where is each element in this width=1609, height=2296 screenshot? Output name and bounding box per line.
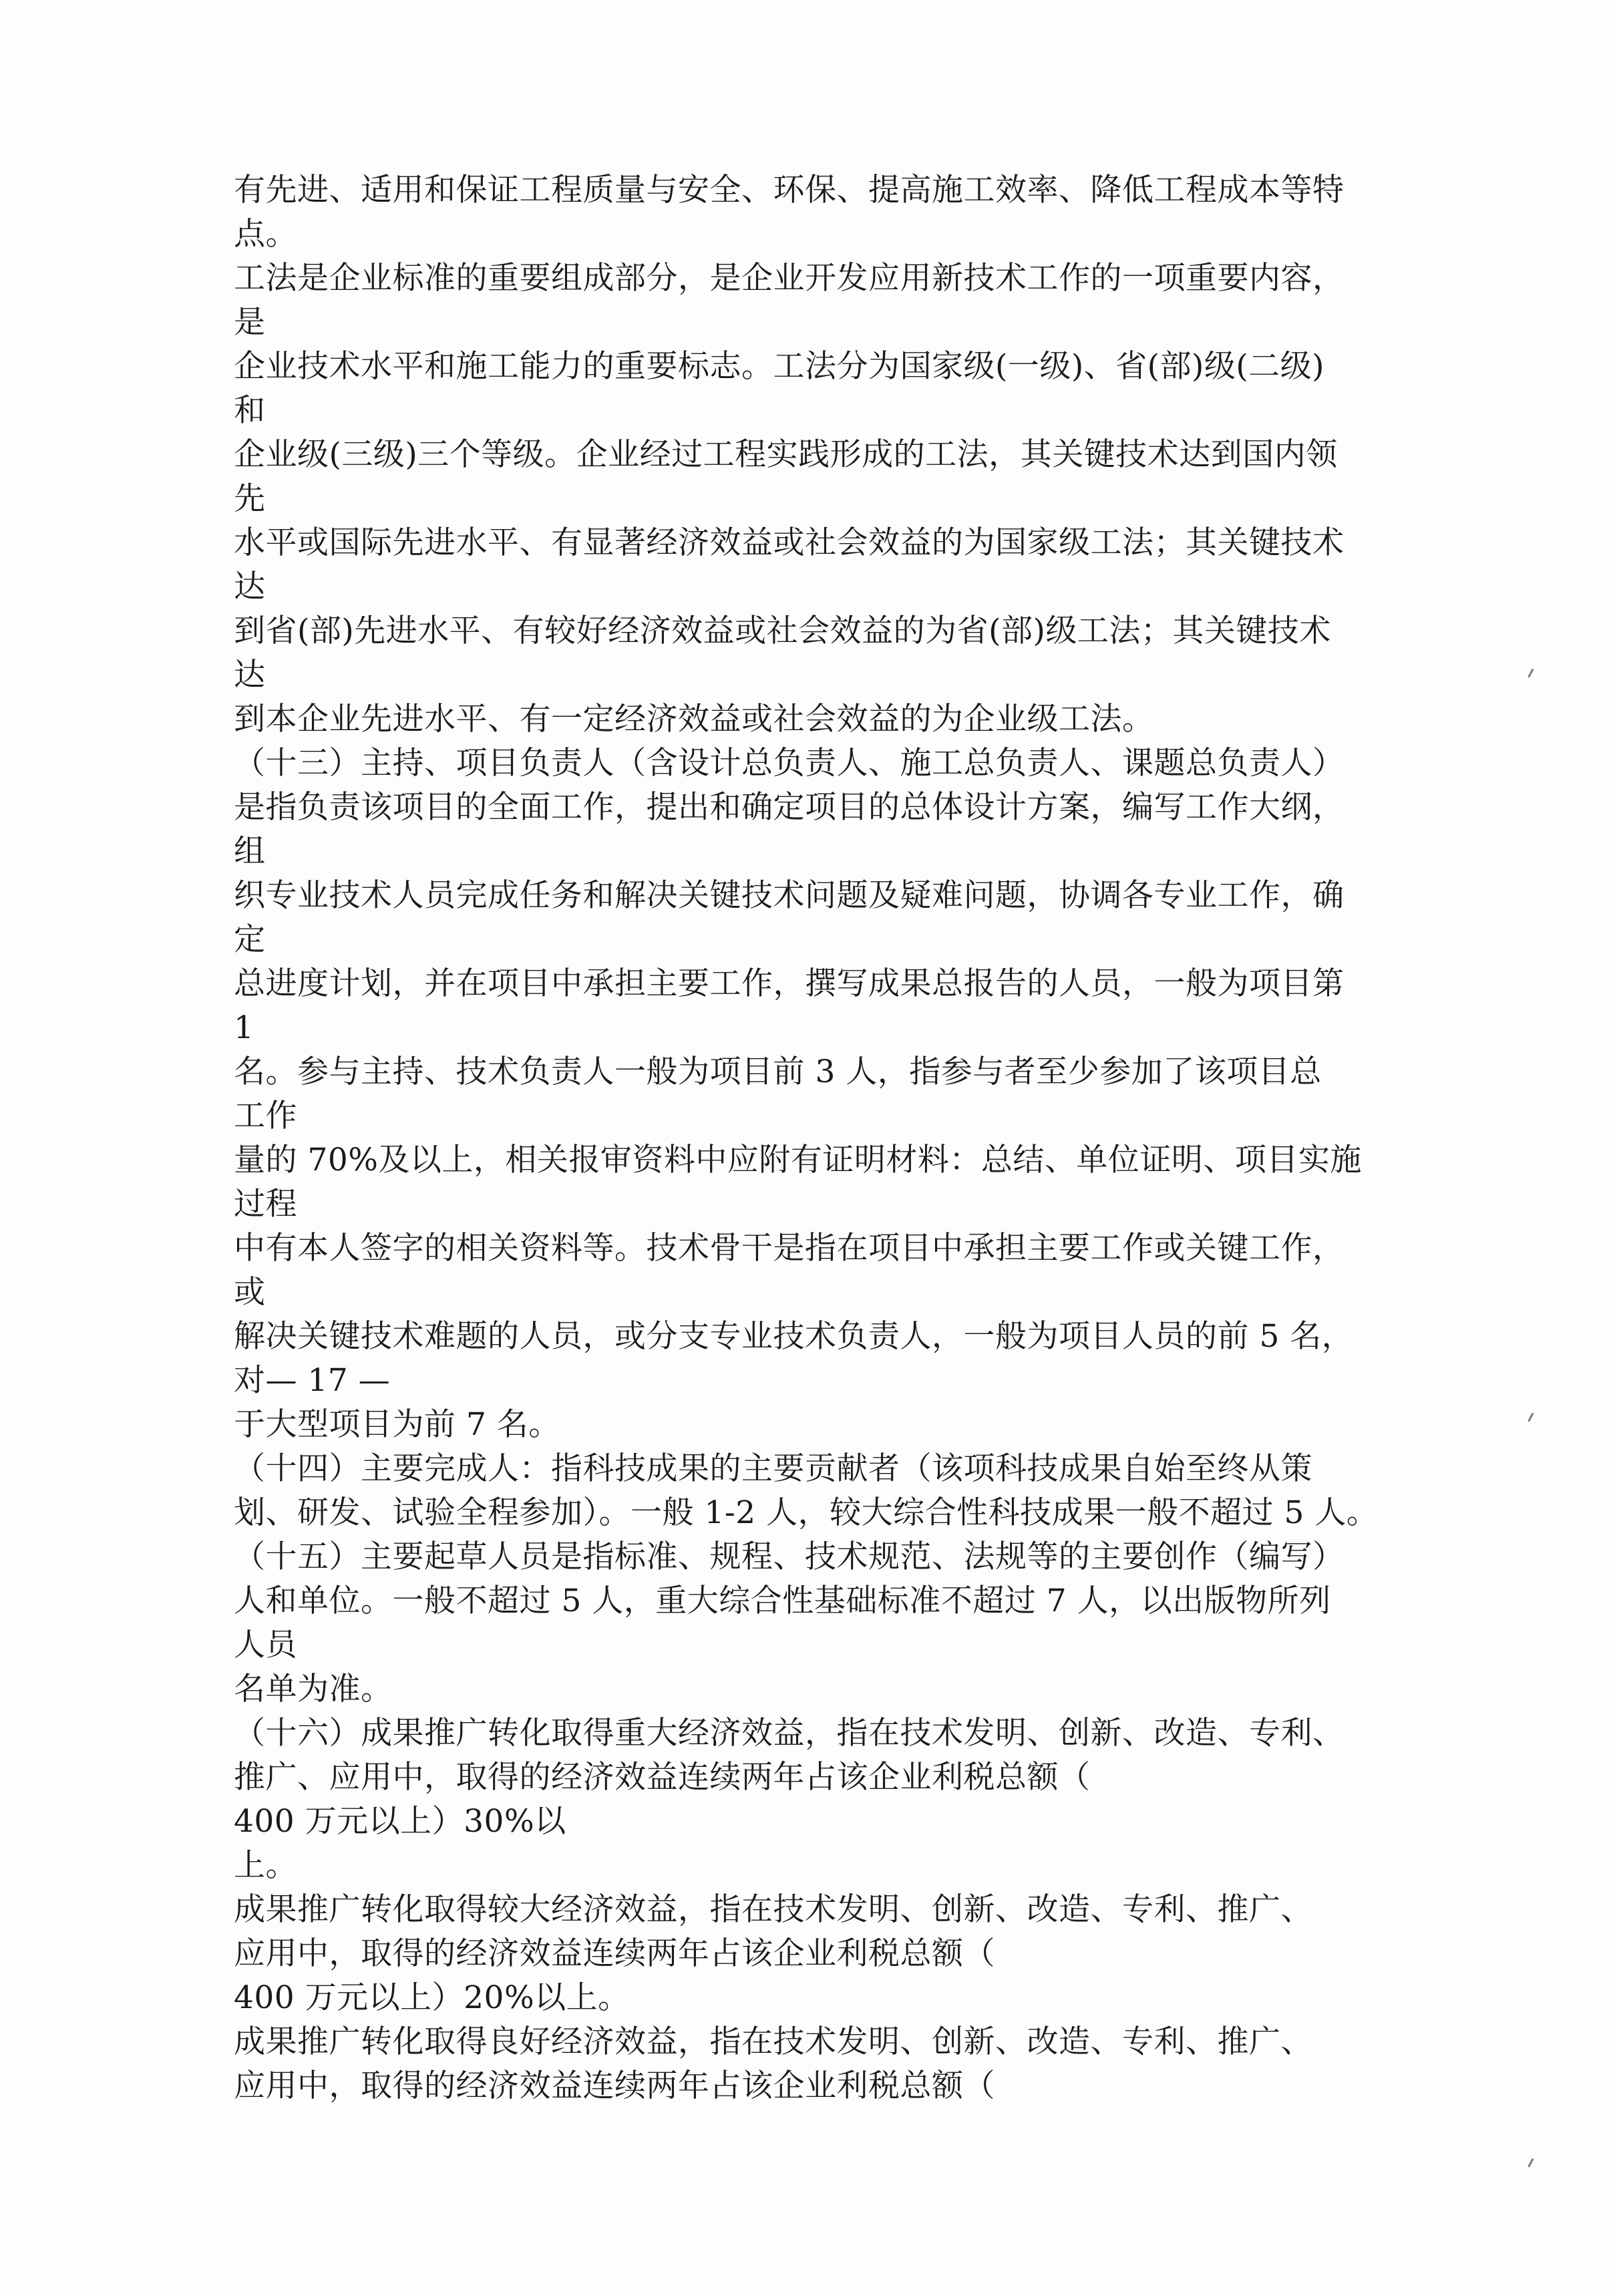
text-line: 1: [234, 1009, 254, 1046]
text-line: 企业技术水平和施工能力的重要标志。工法分为国家级(一级)、省(部)级(二级): [234, 348, 1325, 385]
text-line: 名单为准。: [234, 1671, 393, 1707]
text-line: 应用中，取得的经济效益连续两年占该企业利税总额（: [234, 2068, 995, 2104]
text-line: 400 万元以上）30%以: [234, 1803, 566, 1840]
text-line: 解决关键技术难题的人员，或分支专业技术负责人，一般为项目人员的前 5 名，: [234, 1318, 1354, 1355]
section-heading-line: （十四）主要完成人：指科技成果的主要贡献者（该项科技成果自始至终从策: [234, 1450, 1312, 1487]
section-heading-line: （十三）主持、项目负责人（含设计总负责人、施工总负责人、课题总负责人）: [234, 745, 1345, 782]
text-line: 中有本人签字的相关资料等。技术骨干是指在项目中承担主要工作或关键工作，: [234, 1230, 1345, 1267]
document-body: [234, 168, 1409, 2108]
text-line: 达: [234, 568, 266, 605]
text-line: 于大型项目为前 7 名。: [234, 1406, 560, 1443]
text-line: 名。参与主持、技术负责人一般为项目前 3 人，指参与者至少参加了该项目总: [234, 1053, 1322, 1090]
text-line: 划、研发、试验全程参加）。一般 1-2 人，较大综合性科技成果一般不超过 5 人。: [234, 1494, 1379, 1531]
text-line: 应用中，取得的经济效益连续两年占该企业利税总额（: [234, 1935, 995, 1972]
text-line: 总进度计划，并在项目中承担主要工作，撰写成果总报告的人员，一般为项目第: [234, 965, 1345, 1002]
text-line: 组: [234, 833, 266, 870]
text-line: 过程: [234, 1186, 297, 1222]
text-line: 达: [234, 657, 266, 693]
section-heading-line: （十六）成果推广转化取得重大经济效益，指在技术发明、创新、改造、专利、: [234, 1715, 1345, 1752]
text-line: 成果推广转化取得良好经济效益，指在技术发明、创新、改造、专利、推广、: [234, 2023, 1312, 2060]
text-line: 先: [234, 480, 266, 517]
text-line: 上。: [234, 1847, 297, 1884]
text-line: 是指负责该项目的全面工作，提出和确定项目的总体设计方案，编写工作大纲，: [234, 789, 1345, 826]
text-line: 人和单位。一般不超过 5 人，重大综合性基础标准不超过 7 人，以出版物所列: [234, 1583, 1331, 1619]
scan-speck: [1528, 669, 1538, 680]
text-line: 到省(部)先进水平、有较好经济效益或社会效益的为省(部)级工法；其关键技术: [234, 613, 1331, 649]
text-line: 400 万元以上）20%以上。: [234, 1979, 630, 2016]
section-heading-line: （十五）主要起草人员是指标准、规程、技术规范、法规等的主要创作（编写）: [234, 1538, 1345, 1575]
text-line: 定: [234, 921, 266, 958]
text-line: 工法是企业标准的重要组成部分，是企业开发应用新技术工作的一项重要内容，: [234, 260, 1345, 297]
text-line: 量的 70%及以上，相关报审资料中应附有证明材料：总结、单位证明、项目实施: [234, 1142, 1362, 1178]
page-number-line: 对— 17 —: [234, 1362, 391, 1399]
text-line: 是: [234, 304, 266, 341]
scan-speck: [1528, 2158, 1538, 2170]
text-line: 到本企业先进水平、有一定经济效益或社会效益的为企业级工法。: [234, 701, 1154, 737]
text-line: 水平或国际先进水平、有显著经济效益或社会效益的为国家级工法；其关键技术: [234, 524, 1345, 561]
text-line: 织专业技术人员完成任务和解决关键技术问题及疑难问题，协调各专业工作，确: [234, 877, 1345, 914]
text-line: 人员: [234, 1627, 297, 1663]
text-line: 企业级(三级)三个等级。企业经过工程实践形成的工法，其关键技术达到国内领: [234, 436, 1338, 473]
text-line: 成果推广转化取得较大经济效益，指在技术发明、创新、改造、专利、推广、: [234, 1891, 1312, 1928]
text-line: 工作: [234, 1098, 297, 1134]
text-line: 或: [234, 1274, 266, 1311]
text-line: 点。: [234, 216, 297, 253]
scan-speck: [1528, 1413, 1538, 1424]
text-line: 推广、应用中，取得的经济效益连续两年占该企业利税总额（: [234, 1759, 1091, 1796]
text-line: 和: [234, 392, 266, 429]
text-line: 有先进、适用和保证工程质量与安全、环保、提高施工效率、降低工程成本等特: [234, 172, 1345, 208]
